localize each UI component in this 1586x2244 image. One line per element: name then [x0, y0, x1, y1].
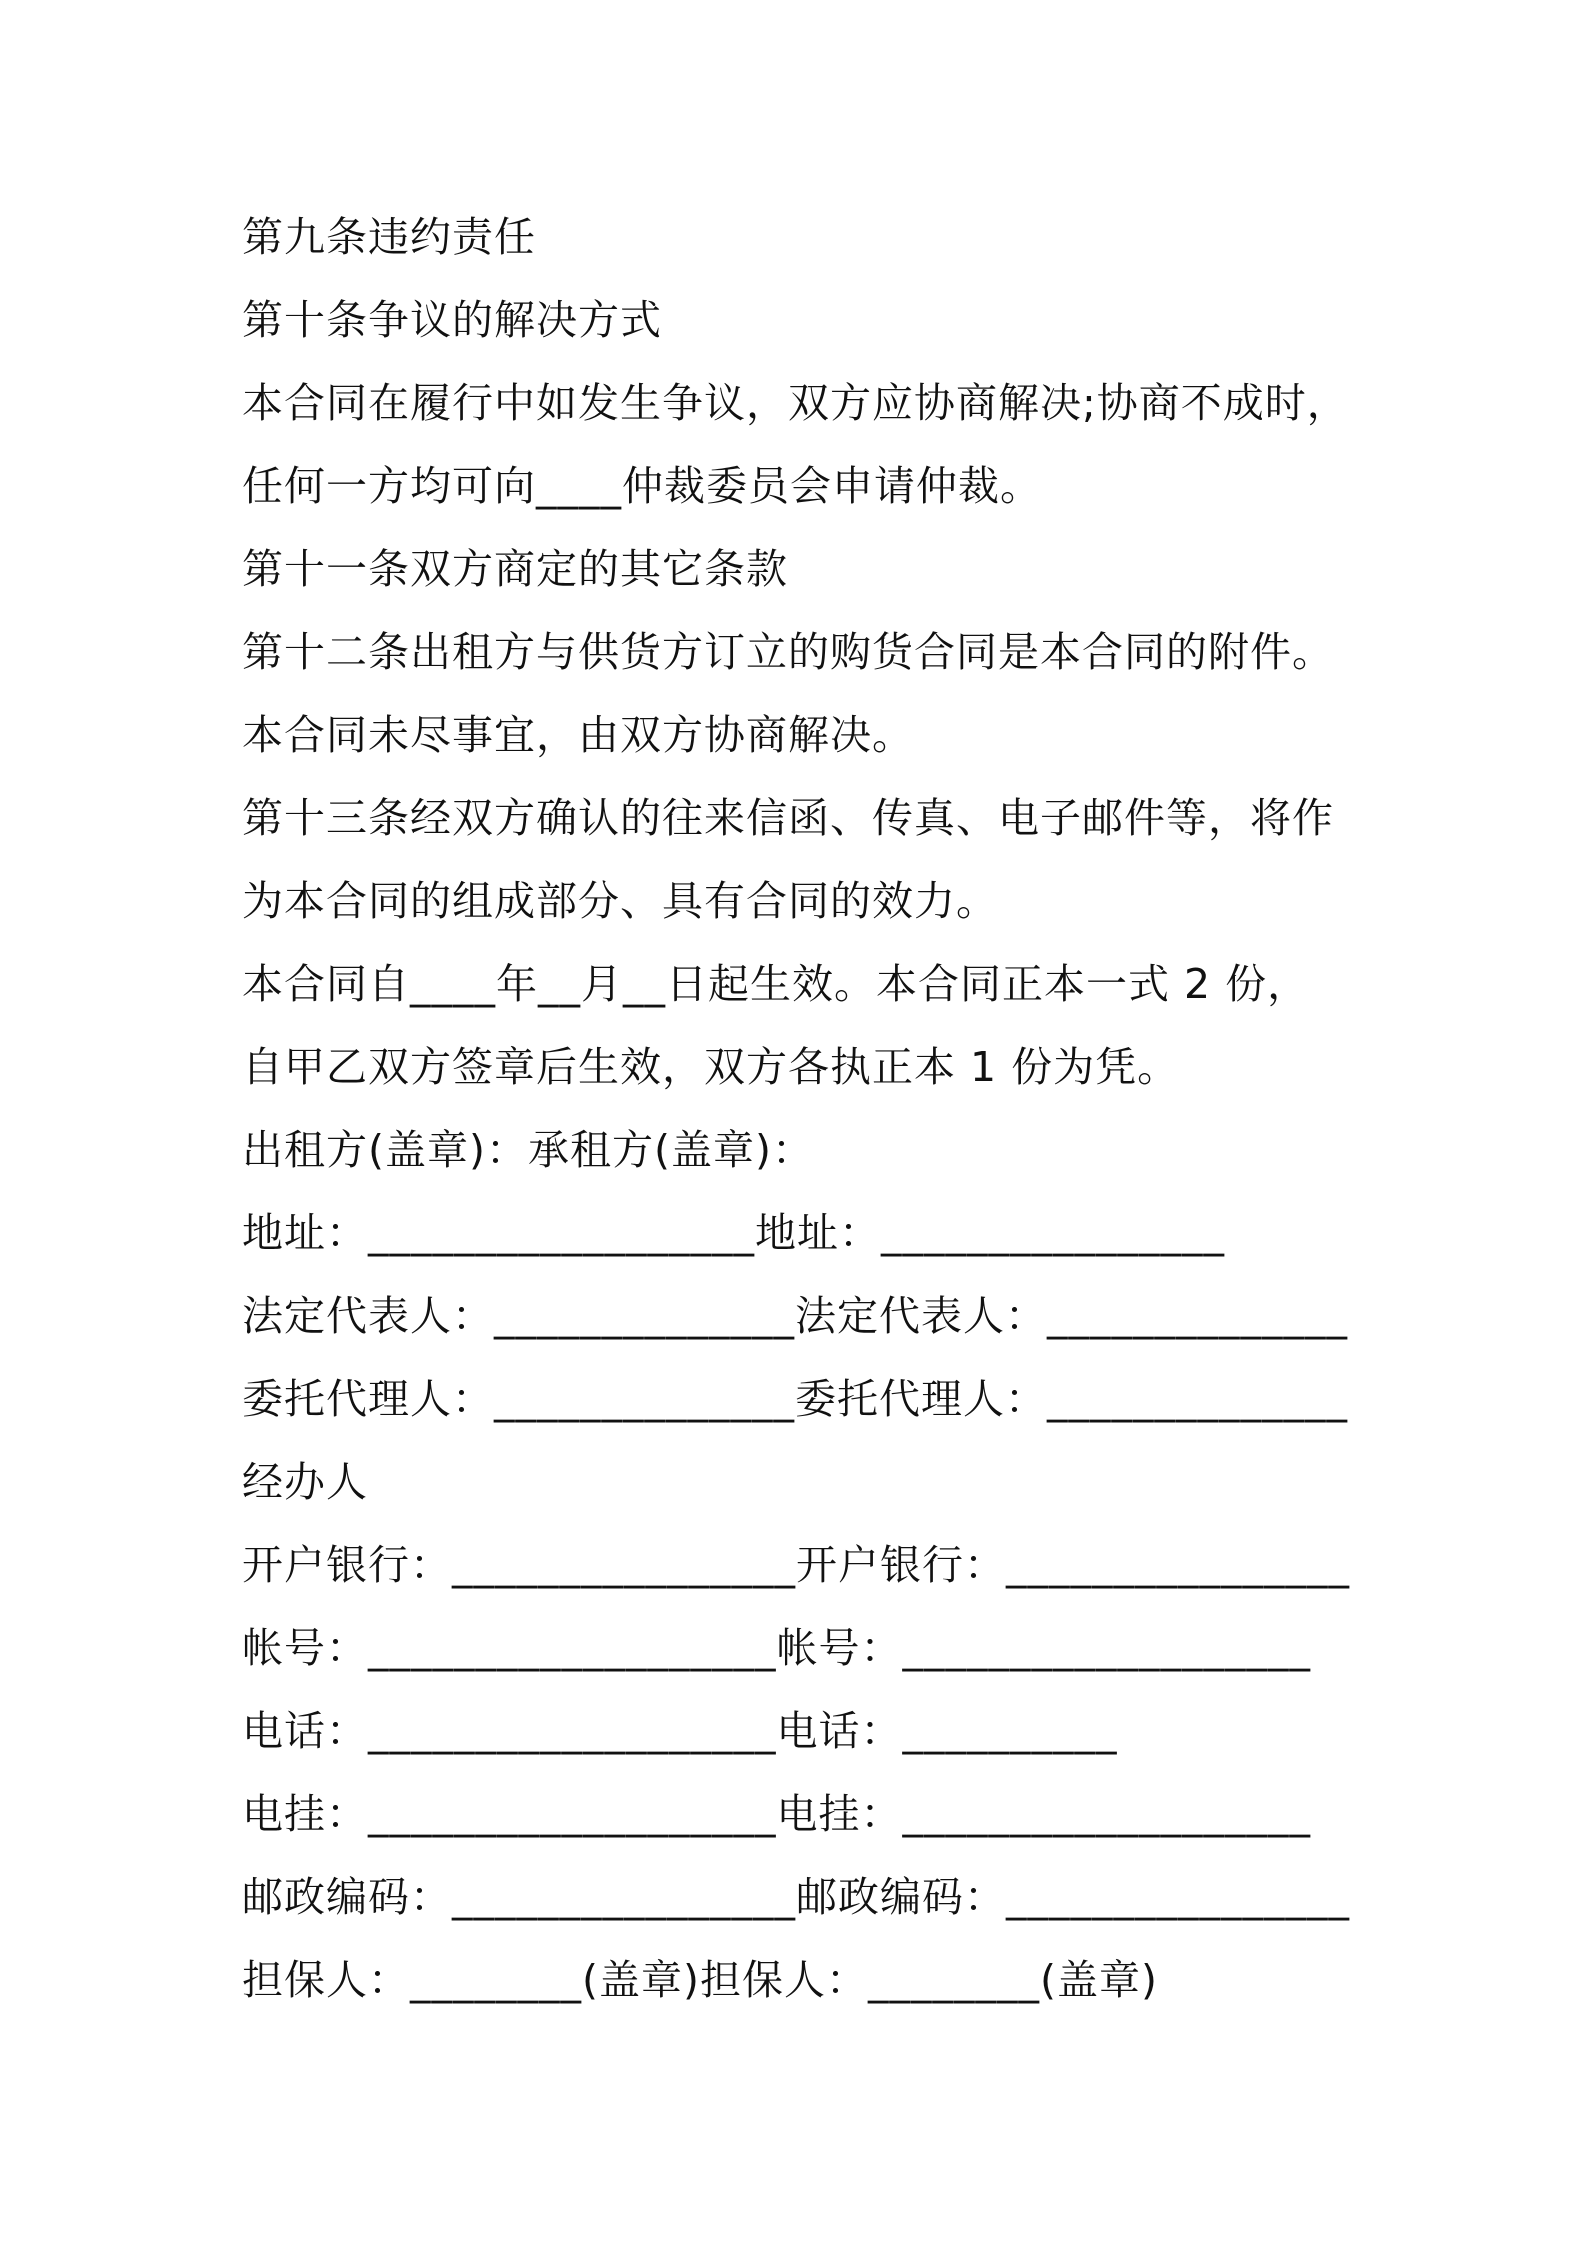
account-fields-line: 帐号：___________________帐号：___________________	[242, 1624, 1311, 1672]
authorized-agent-fields-line: 委托代理人：______________委托代理人：______________	[242, 1375, 1348, 1423]
bank-fields-line: 开户银行：________________开户银行：________________	[242, 1541, 1350, 1589]
clause-9-heading: 第九条违约责任	[242, 213, 536, 261]
phone-fields-line: 电话：___________________电话：__________	[242, 1707, 1118, 1755]
contract-text-block	[242, 196, 1362, 2022]
guarantor-fields-line: 担保人：________(盖章)担保人：________(盖章)	[242, 1956, 1158, 2004]
postal-code-fields-line: 邮政编码：________________邮政编码：________________	[242, 1873, 1350, 1921]
clause-12-text: 第十二条出租方与供货方订立的购货合同是本合同的附件。	[242, 628, 1334, 676]
dispute-resolution-text-line-1: 本合同在履行中如发生争议，双方应协商解决;协商不成时，	[242, 379, 1349, 427]
effective-date-text-line-2: 自甲乙双方签章后生效，双方各执正本 1 份为凭。	[242, 1043, 1180, 1091]
dispute-resolution-text-line-2: 任何一方均可向____仲裁委员会申请仲裁。	[242, 462, 1042, 510]
legal-representative-fields-line: 法定代表人：______________法定代表人：______________	[242, 1292, 1348, 1340]
handler-label: 经办人	[242, 1458, 368, 1506]
clause-13-text-line-1: 第十三条经双方确认的往来信函、传真、电子邮件等，将作	[242, 794, 1334, 842]
clause-10-heading: 第十条争议的解决方式	[242, 296, 662, 344]
clause-13-text-line-2: 为本合同的组成部分、具有合同的效力。	[242, 877, 998, 925]
unresolved-matters-text: 本合同未尽事宜，由双方协商解决。	[242, 711, 914, 759]
parties-seal-line: 出租方(盖章)：承租方(盖章)：	[242, 1126, 814, 1174]
address-fields-line: 地址：__________________地址：________________	[242, 1209, 1225, 1257]
clause-11-heading: 第十一条双方商定的其它条款	[242, 545, 788, 593]
effective-date-text-line-1: 本合同自____年__月__日起生效。本合同正本一式 2 份，	[242, 960, 1310, 1008]
telegraph-fields-line: 电挂：___________________电挂：___________________	[242, 1790, 1311, 1838]
